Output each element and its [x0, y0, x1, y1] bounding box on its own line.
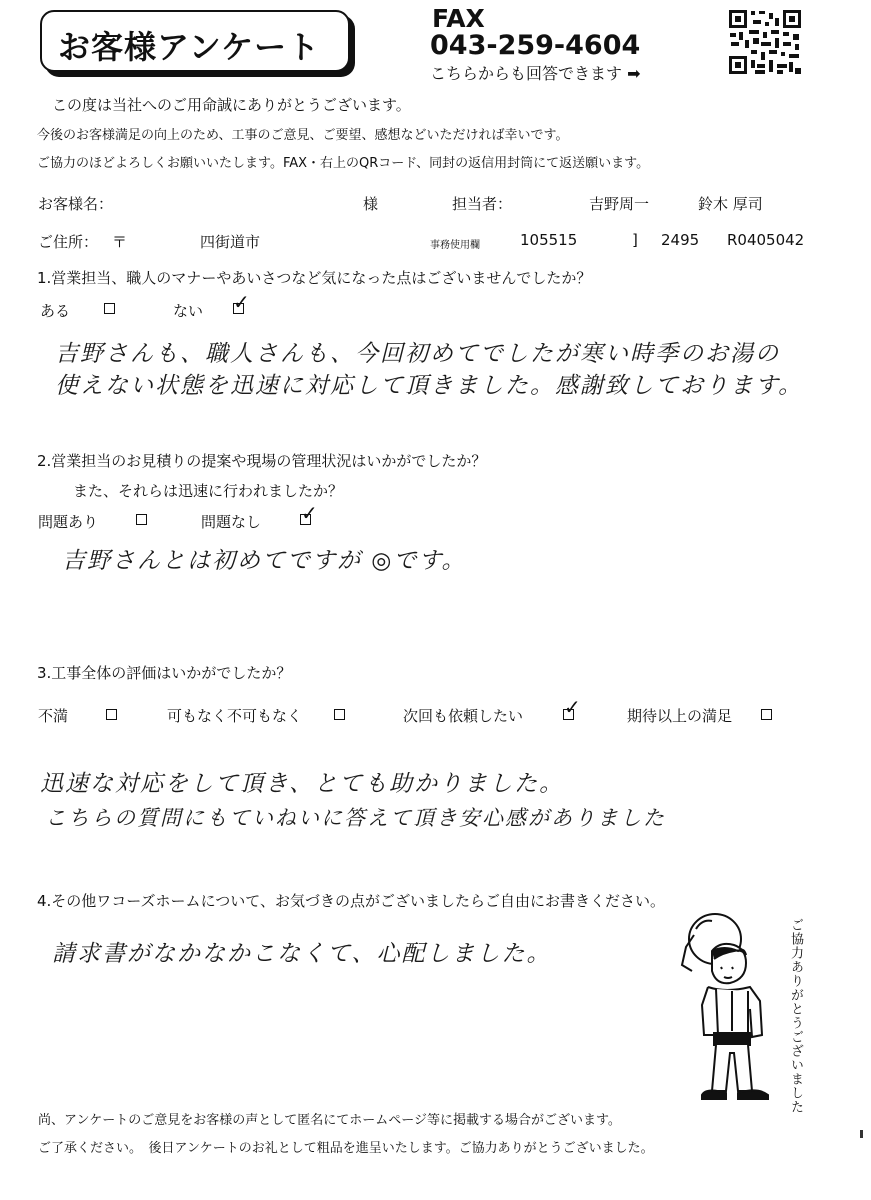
intro-line-3: ご協力のほどよろしくお願いいたします。FAX・右上のQRコード、同封の返信用封筒にて返送願います。: [37, 156, 650, 171]
footer-line-1: 尚、アンケートのご意見をお客様の声として匿名にてホームページ等に掲載する場合がございます。: [38, 1113, 621, 1128]
q2-question-line-2: また、それらは迅速に行われましたか？: [73, 482, 344, 500]
q3-option-label-2: 可もなく不可もなく: [167, 707, 303, 725]
staff-name-2: 鈴木 厚司: [698, 195, 763, 213]
q2-checkbox-1[interactable]: [136, 514, 147, 525]
q3-answer-line-2: こちらの質問にもていねいに答えて頂き安心感がありました: [45, 806, 666, 830]
q3-option-label-3: 次回も依頼したい: [403, 707, 524, 725]
q3-checkbox-2[interactable]: [334, 709, 345, 720]
mascot-illustration: [672, 905, 778, 1105]
intro-line-2: 今後のお客様満足の向上のため、工事のご意見、ご要望、感想などいただければ幸いです。: [37, 128, 569, 143]
q2-question-line-1: 2.営業担当のお見積りの提案や現場の管理状況はいかがでしたか？: [37, 452, 487, 470]
footer-line-2: ご了承ください。 後日アンケートのお礼として粗品を進呈いたします。ご協力ありがとうございました。: [38, 1141, 654, 1156]
q3-option-label-1: 不満: [38, 707, 69, 725]
intro-line-1: この度は当社へのご用命誠にありがとうございます。: [52, 96, 411, 114]
check-mark-icon: ✓: [233, 290, 250, 314]
q2-option-label-2: 問題なし: [201, 513, 262, 531]
customer-honorific: 様: [363, 195, 379, 213]
q4-question: 4.その他ワコーズホームについて、お気づきの点がございましたらご自由にお書きください。: [37, 892, 665, 910]
fax-number: 043-259-4604: [430, 30, 641, 61]
q1-answer-line-1: 吉野さんも、職人さんも、今回初めてでしたが寒い時季のお湯の: [55, 341, 780, 367]
survey-title: お客様アンケート: [58, 28, 321, 66]
address-city: 四街道市: [200, 233, 261, 251]
q3-question: 3.工事全体の評価はいかがでしたか？: [37, 664, 292, 682]
office-code-1: 105515: [520, 231, 578, 249]
staff-label: 担当者：: [452, 195, 513, 213]
q3-answer-line-1: 迅速な対応をして頂き、とても助かりました。: [40, 771, 565, 797]
office-use-label: 事務使用欄: [430, 240, 480, 251]
q2-answer-line-1: 吉野さんとは初めてですが ◎です。: [62, 548, 467, 574]
office-code-2: 2495: [661, 231, 700, 249]
qr-note: こちらからも回答できます ➡: [430, 64, 641, 83]
customer-name-label: お客様名：: [38, 195, 114, 213]
qr-code[interactable]: [727, 8, 803, 76]
q3-option-label-4: 期待以上の満足: [627, 707, 733, 725]
q1-question: 1.営業担当、職人のマナーやあいさつなど気になった点はございませんでしたか？: [37, 269, 592, 287]
office-code-3: R0405042: [727, 231, 805, 249]
check-mark-icon: ✓: [301, 501, 318, 525]
q3-checkbox-4[interactable]: [761, 709, 772, 720]
q4-answer-line-1: 請求書がなかなかこなくて、心配しました。: [52, 941, 552, 967]
q3-checkbox-1[interactable]: [106, 709, 117, 720]
postal-mark: 〒: [112, 233, 128, 251]
q1-option-label-2: ない: [173, 302, 204, 320]
address-label: ご住所：: [38, 233, 99, 251]
q1-checkbox-1[interactable]: [104, 303, 115, 314]
office-bracket: ]: [632, 231, 638, 249]
scan-edge-mark: [860, 1130, 863, 1138]
q2-option-label-1: 問題あり: [38, 513, 99, 531]
q1-answer-line-2: 使えない状態を迅速に対応して頂きました。感謝致しております。: [55, 373, 804, 399]
fax-label: FAX: [432, 4, 485, 33]
check-mark-icon: ✓: [564, 695, 581, 719]
vertical-thanks-text: ご協力ありがとうございました: [788, 918, 803, 1114]
q1-option-label-1: ある: [40, 302, 71, 320]
staff-name-1: 吉野周一: [589, 195, 650, 213]
